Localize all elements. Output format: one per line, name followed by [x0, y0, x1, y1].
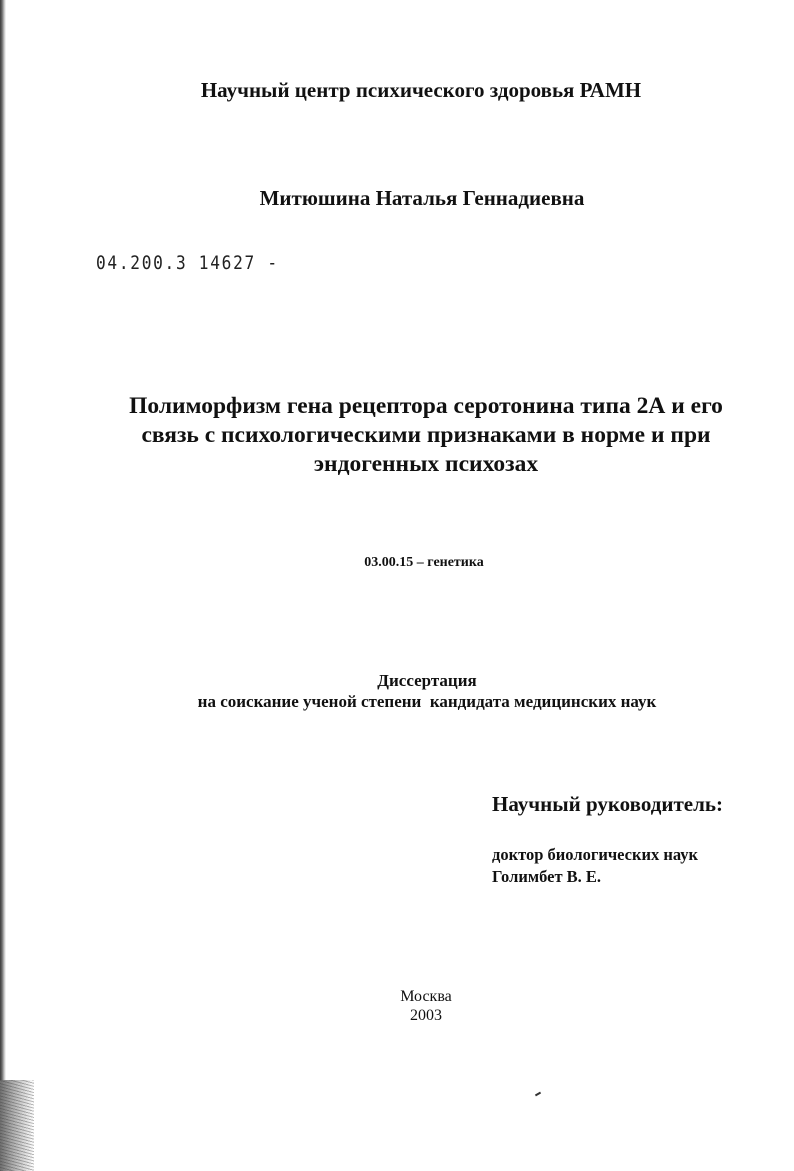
advisor-heading: Научный руководитель: [492, 792, 723, 816]
scan-speck [535, 1092, 541, 1097]
document-purpose: на соискание ученой степени кандидата медицинских наук [197, 692, 657, 711]
scan-left-edge [0, 0, 6, 1171]
year: 2003 [410, 1007, 442, 1024]
scan-corner-shadow [0, 1080, 34, 1171]
title-line-2: связь с психологическими признаками в норме и при [141, 422, 711, 448]
library-stamp-code: 04.200.3 14627 - [96, 252, 279, 274]
author-name: Митюшина Наталья Геннадиевна [259, 186, 585, 210]
advisor-name: Голимбет В. Е. [492, 867, 602, 886]
dissertation-title [29, 392, 794, 479]
title-line-1: Полиморфизм гена рецептора серотонина типа 2А и его [129, 393, 723, 419]
city: Москва [400, 988, 452, 1005]
specialty-code: 03.00.15 – генетика [364, 555, 484, 570]
title-line-3: эндогенных психозах [313, 451, 539, 477]
institution-name: Научный центр психического здоровья РАМН [200, 78, 642, 102]
advisor-degree: доктор биологических наук [492, 845, 699, 864]
place-and-year [29, 987, 794, 1025]
document-type: Диссертация [377, 671, 477, 690]
document-type-block [30, 670, 794, 712]
